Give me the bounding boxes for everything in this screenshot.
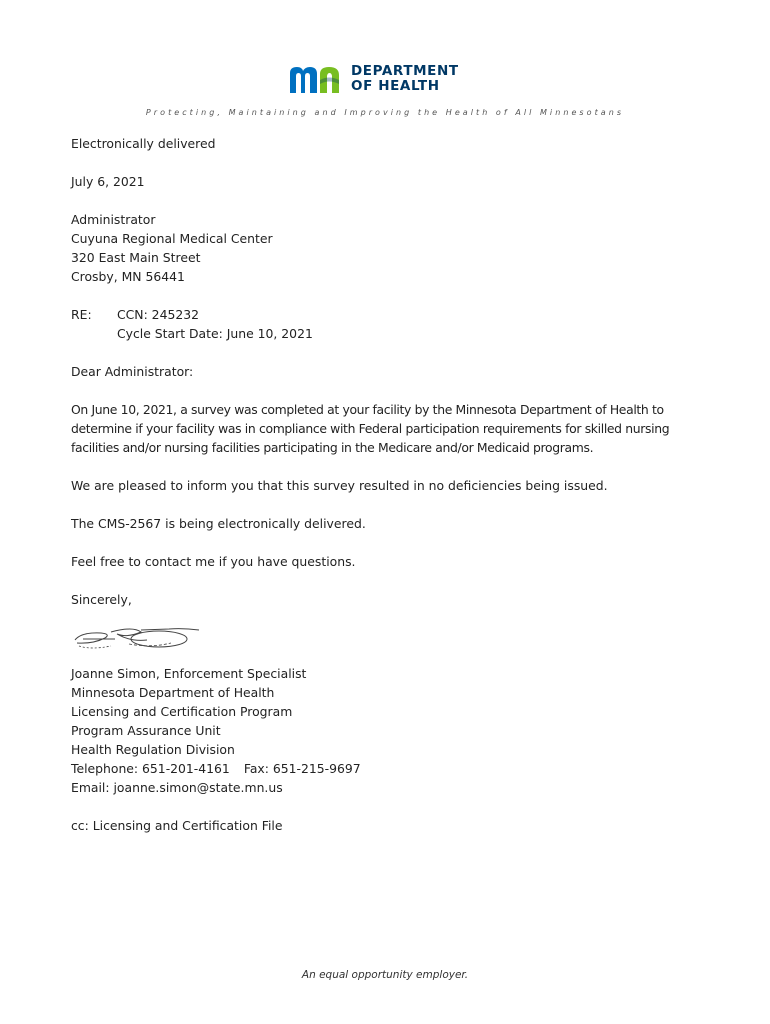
mdh-logo — [289, 62, 481, 98]
recipient-line: Crosby, MN 56441 — [71, 269, 185, 284]
phone-fax-line — [71, 759, 711, 778]
recipient-line: 320 East Main Street — [71, 250, 201, 265]
recipient-address — [71, 210, 711, 286]
cc-line: cc: Licensing and Certification File — [71, 818, 283, 833]
re-block — [71, 305, 711, 343]
salutation: Dear Administrator: — [71, 364, 194, 379]
mn-logo-mark — [289, 66, 347, 94]
signer-block — [71, 664, 711, 797]
re-cycle-date: Cycle Start Date: June 10, 2021 — [117, 326, 313, 341]
re-details — [117, 305, 313, 343]
recipient-line: Administrator — [71, 212, 156, 227]
signer-line: Minnesota Department of Health — [71, 685, 275, 700]
email-line: Email: joanne.simon@state.mn.us — [71, 780, 283, 795]
delivery-note: Electronically delivered — [71, 136, 216, 151]
fax: Fax: 651-215-9697 — [243, 761, 361, 776]
logo-line-2: OF HEALTH — [351, 77, 440, 94]
recipient-line: Cuyuna Regional Medical Center — [71, 231, 273, 246]
re-ccn: CCN: 245232 — [117, 307, 199, 322]
re-label: RE: — [71, 307, 92, 322]
logo-line-1: DEPARTMENT — [351, 63, 459, 79]
result-paragraph: We are pleased to inform you that this survey resulted in no deficiencies being issued. — [71, 478, 608, 493]
signer-line: Joanne Simon, Enforcement Specialist — [71, 666, 307, 681]
telephone: Telephone: 651-201-4161 — [71, 761, 230, 776]
signer-line: Licensing and Certification Program — [71, 704, 293, 719]
closing: Sincerely, — [71, 592, 132, 607]
letter-body — [71, 134, 711, 854]
letter-date: July 6, 2021 — [71, 174, 145, 189]
signer-line: Program Assurance Unit — [71, 723, 221, 738]
cms-paragraph: The CMS-2567 is being electronically delivered. — [71, 516, 366, 531]
signer-line: Health Regulation Division — [71, 742, 235, 757]
handwritten-signature — [71, 624, 711, 664]
survey-paragraph: On June 10, 2021, a survey was completed at your facility by the Minnesota Department of Health to determine if your facility was in compliance with Federal participation requirements for skilled nursing facilities and/or nursing facilities participating in the Medicare and/or Medicaid programs. — [71, 402, 670, 455]
tagline: Protecting, Maintaining and Improving the Health of All Minnesotans — [145, 108, 625, 117]
footer-note: An equal opportunity employer. — [301, 969, 469, 981]
contact-paragraph: Feel free to contact me if you have questions. — [71, 554, 356, 569]
logo-wordmark — [351, 64, 459, 93]
